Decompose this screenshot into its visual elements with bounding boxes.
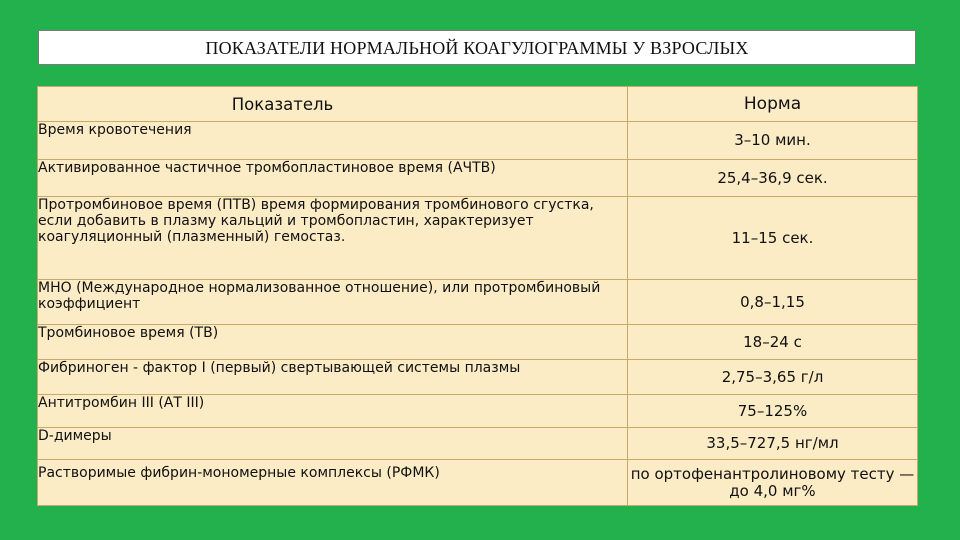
table-row <box>38 280 918 325</box>
table-row <box>38 428 918 460</box>
table-row <box>38 197 918 280</box>
norm-cell: 2,75–3,65 г/л <box>628 360 918 395</box>
table-row <box>38 395 918 428</box>
indicator-cell: Тромбиновое время (ТВ) <box>38 325 628 360</box>
indicator-cell: Активированное частичное тромбопластиновое время (АЧТВ) <box>38 160 628 197</box>
page-title: ПОКАЗАТЕЛИ НОРМАЛЬНОЙ КОАГУЛОГРАММЫ У ВЗРОСЛЫХ <box>205 38 749 58</box>
table-row <box>38 160 918 197</box>
coagulogram-table <box>37 86 918 506</box>
norm-cell: 25,4–36,9 сек. <box>628 160 918 197</box>
norm-cell: 33,5–727,5 нг/мл <box>628 428 918 460</box>
indicator-cell: Протромбиновое время (ПТВ) время формирования тромбинового сгустка, если добавить в плазму кальций и тромбопластин, характеризует коагуляционный (плазменный) гемостаз. <box>38 197 628 280</box>
table-row <box>38 325 918 360</box>
indicator-cell: Фибриноген - фактор I (первый) свертывающей системы плазмы <box>38 360 628 395</box>
table-header-row <box>38 87 918 122</box>
norm-cell: 18–24 с <box>628 325 918 360</box>
norm-cell: 75–125% <box>628 395 918 428</box>
table-row <box>38 122 918 160</box>
norm-cell: 11–15 сек. <box>628 197 918 280</box>
norm-cell: 3–10 мин. <box>628 122 918 160</box>
table-row <box>38 360 918 395</box>
table-row <box>38 460 918 506</box>
norm-cell: по ортофенантролиновому тесту — до 4,0 мг% <box>628 460 918 506</box>
indicator-cell: МНО (Международное нормализованное отношение), или протромбиновый коэффициент <box>38 280 628 325</box>
indicator-cell: Антитромбин III (АТ III) <box>38 395 628 428</box>
column-header-norm: Норма <box>628 87 918 122</box>
indicator-cell: Время кровотечения <box>38 122 628 160</box>
column-header-indicator <box>38 87 628 122</box>
norm-cell: 0,8–1,15 <box>628 280 918 325</box>
indicator-cell: Растворимые фибрин-мономерные комплексы (РФМК) <box>38 460 628 506</box>
column-header-indicator-label: Показатель <box>231 94 334 114</box>
title-box <box>38 30 916 65</box>
indicator-cell: D-димеры <box>38 428 628 460</box>
